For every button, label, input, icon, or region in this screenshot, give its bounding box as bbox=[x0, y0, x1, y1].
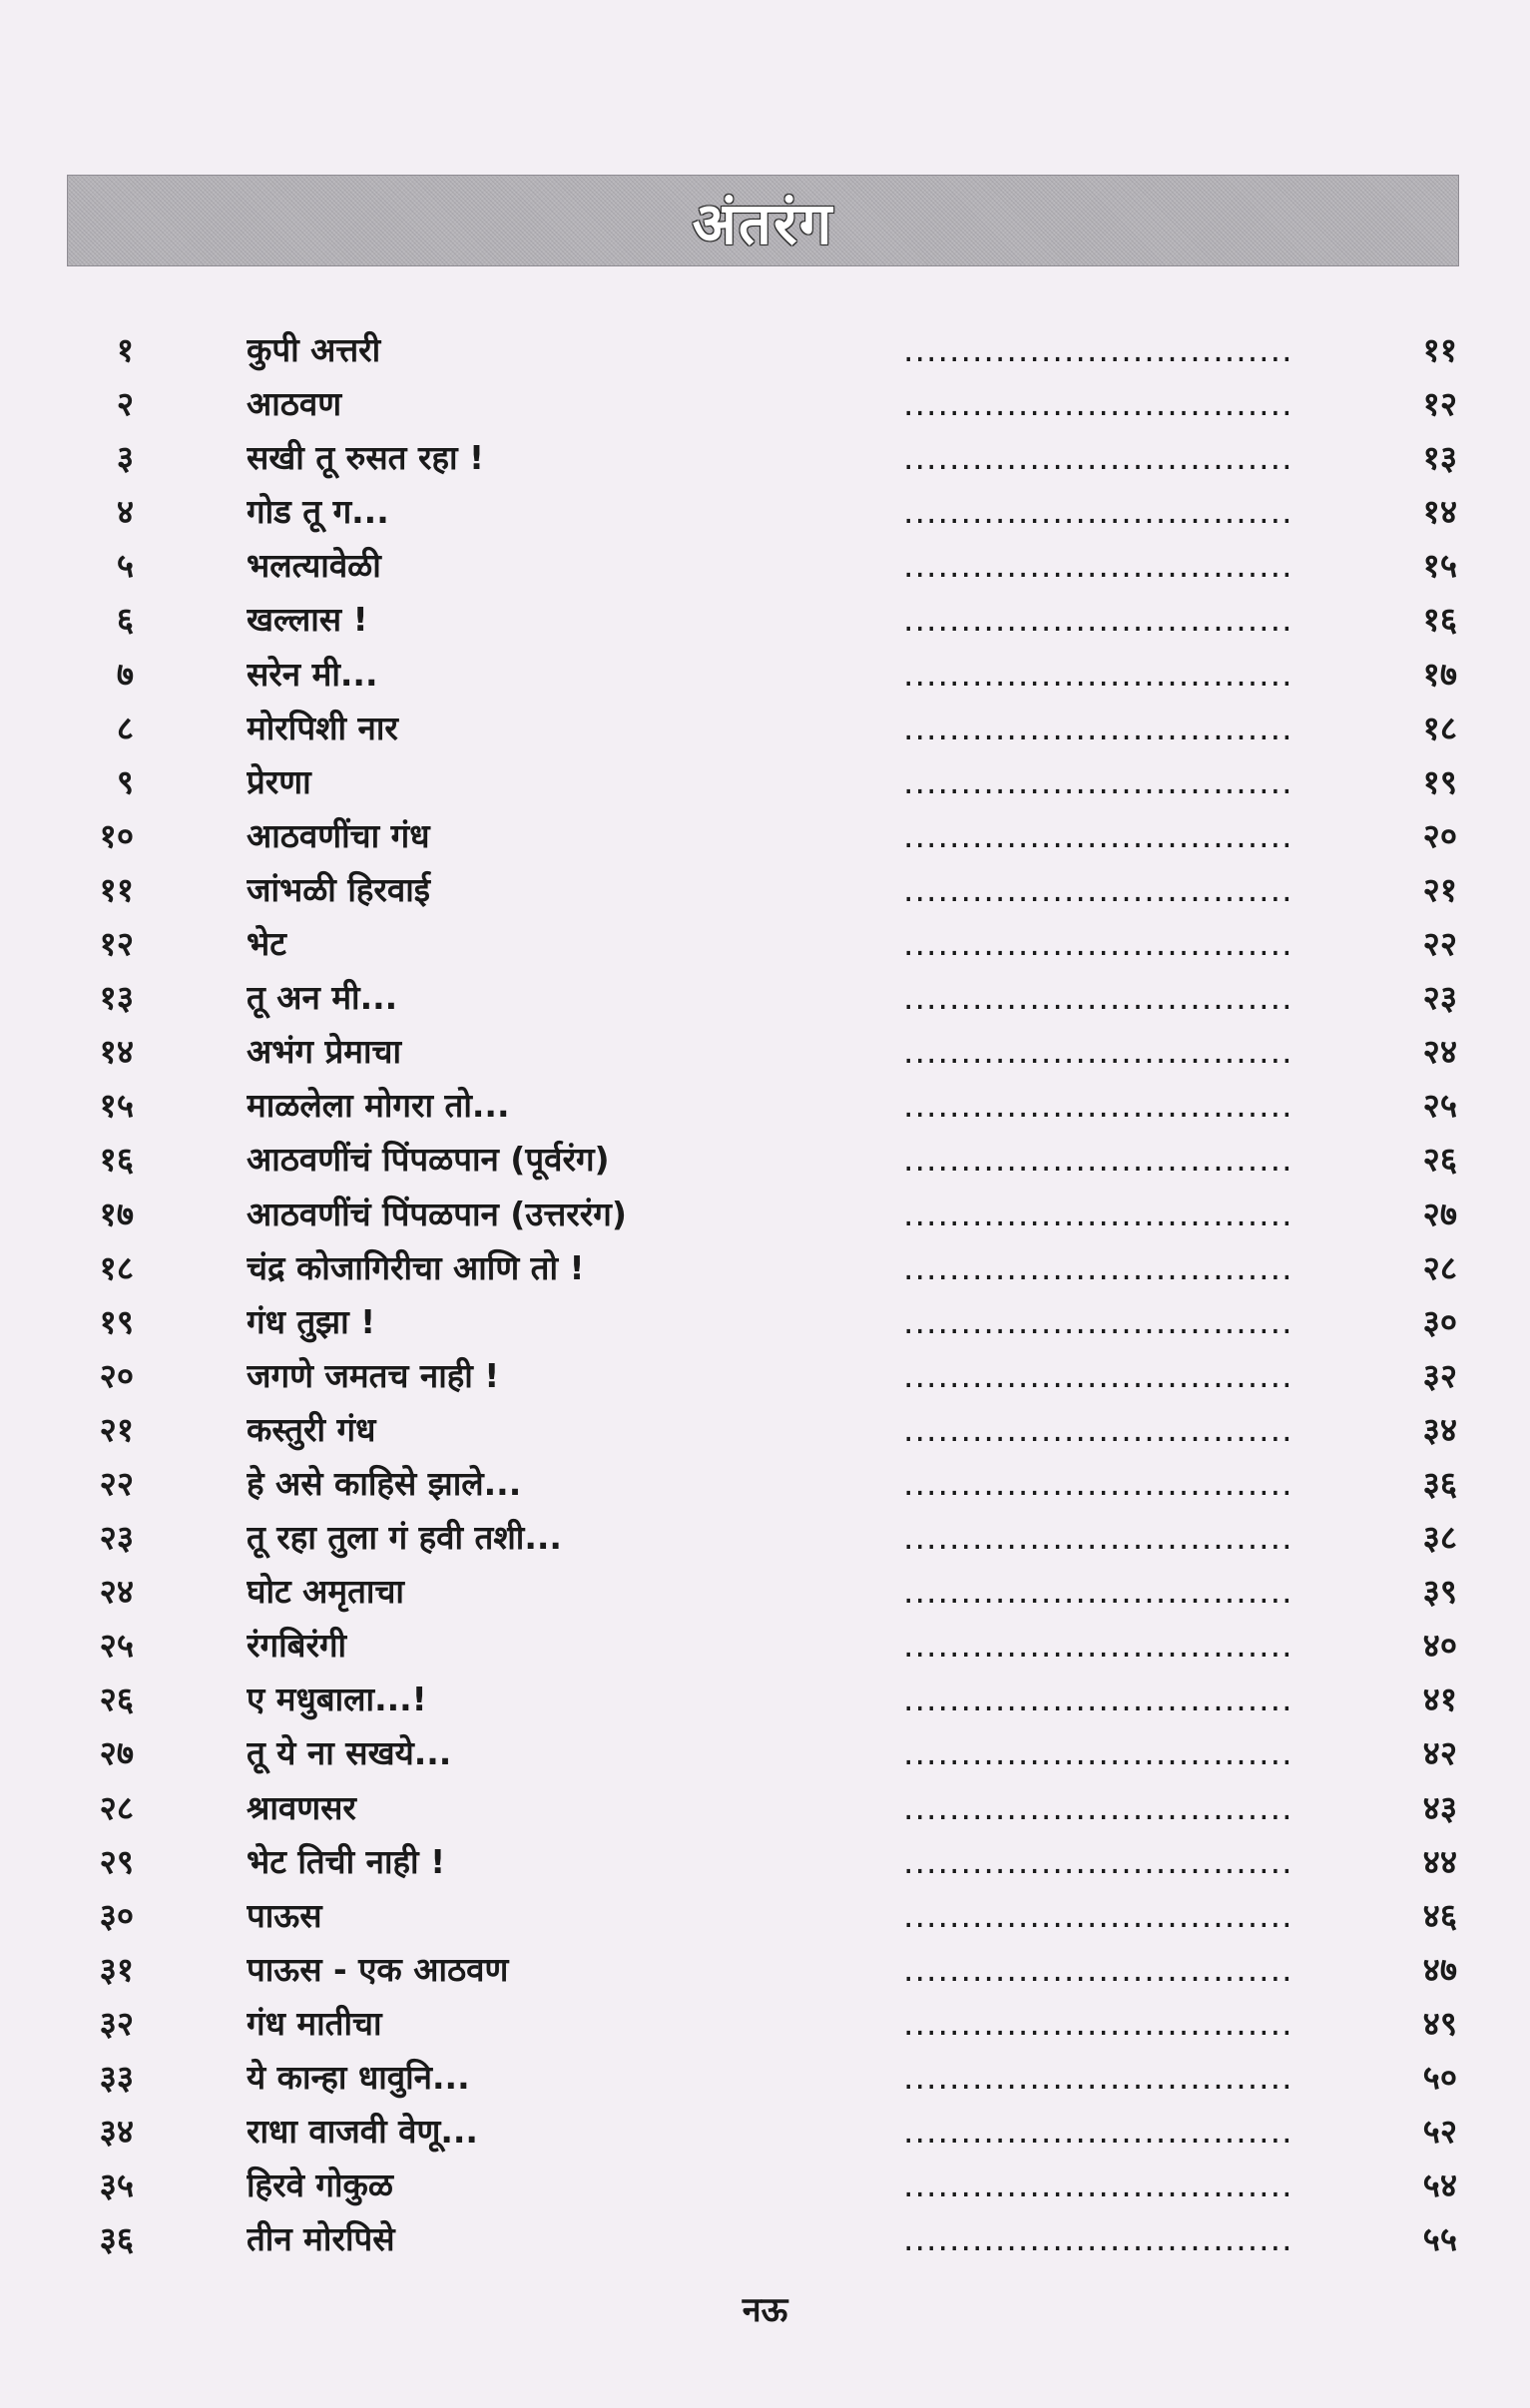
toc-entry bbox=[0, 431, 1530, 485]
entry-title: पाऊस - एक आठवण bbox=[247, 1949, 509, 1989]
entry-title: राधा वाजवी वेणू... bbox=[247, 2112, 478, 2152]
entry-number: ११ bbox=[99, 869, 134, 909]
toc-entry bbox=[0, 971, 1530, 1025]
entry-number: २३ bbox=[99, 1518, 134, 1558]
dot-leader: .................................. bbox=[903, 2219, 1293, 2259]
entry-title: तू अन मी... bbox=[247, 978, 398, 1018]
entry-title: खल्लास ! bbox=[247, 600, 368, 640]
entry-page-number: २१ bbox=[1422, 869, 1457, 909]
dot-leader: .................................. bbox=[903, 546, 1293, 586]
dot-leader: .................................. bbox=[903, 384, 1293, 424]
entry-number: १५ bbox=[99, 1086, 134, 1126]
toc-entry bbox=[0, 1188, 1530, 1241]
entry-number: ७ bbox=[116, 654, 134, 694]
entry-title: भलत्यावेळी bbox=[247, 546, 381, 586]
toc-entry bbox=[0, 539, 1530, 593]
entry-number: २२ bbox=[99, 1463, 134, 1503]
entry-page-number: ५५ bbox=[1422, 2219, 1457, 2259]
entry-page-number: ५० bbox=[1422, 2058, 1457, 2097]
toc-entry bbox=[0, 1349, 1530, 1403]
dot-leader: .................................. bbox=[903, 1247, 1293, 1287]
dot-leader: .................................. bbox=[903, 1680, 1293, 1719]
dot-leader: .................................. bbox=[903, 600, 1293, 640]
dot-leader: .................................. bbox=[903, 438, 1293, 478]
toc-entry bbox=[0, 2212, 1530, 2266]
entry-page-number: १५ bbox=[1422, 546, 1457, 586]
entry-page-number: ४४ bbox=[1422, 1841, 1457, 1881]
dot-leader: .................................. bbox=[903, 330, 1293, 369]
toc-entry bbox=[0, 1511, 1530, 1565]
entry-number: २५ bbox=[99, 1626, 134, 1666]
dot-leader: .................................. bbox=[903, 869, 1293, 909]
entry-title: तू ये ना सखये... bbox=[247, 1733, 452, 1773]
entry-page-number: १८ bbox=[1422, 708, 1457, 747]
entry-number: ३ bbox=[116, 438, 134, 478]
entry-page-number: ५४ bbox=[1422, 2166, 1457, 2205]
entry-number: २८ bbox=[99, 1787, 134, 1827]
entry-page-number: ४७ bbox=[1422, 1949, 1457, 1989]
entry-number: १२ bbox=[99, 924, 134, 964]
entry-title: हिरवे गोकुळ bbox=[247, 2166, 393, 2205]
dot-leader: .................................. bbox=[903, 924, 1293, 964]
entry-number: ३३ bbox=[99, 2058, 134, 2097]
entry-title: कुपी अत्तरी bbox=[247, 330, 381, 369]
entry-number: ३२ bbox=[99, 2003, 134, 2043]
dot-leader: .................................. bbox=[903, 1409, 1293, 1449]
entry-title: जांभळी हिरवाई bbox=[247, 869, 431, 909]
toc-entry bbox=[0, 1781, 1530, 1835]
entry-page-number: १४ bbox=[1422, 492, 1457, 532]
entry-number: ६ bbox=[116, 600, 134, 640]
entry-page-number: ४९ bbox=[1422, 2003, 1457, 2043]
toc-entry bbox=[0, 485, 1530, 539]
toc-entry bbox=[0, 1403, 1530, 1457]
dot-leader: .................................. bbox=[903, 2166, 1293, 2205]
entry-title: ए मधुबाला...! bbox=[247, 1680, 427, 1719]
entry-title: तीन मोरपिसे bbox=[247, 2219, 395, 2259]
toc-entry bbox=[0, 1295, 1530, 1349]
toc-entry bbox=[0, 1457, 1530, 1511]
entry-page-number: ३२ bbox=[1422, 1355, 1457, 1395]
dot-leader: .................................. bbox=[903, 2112, 1293, 2152]
entry-number: १० bbox=[99, 815, 134, 855]
dot-leader: .................................. bbox=[903, 1787, 1293, 1827]
toc-entry bbox=[0, 593, 1530, 647]
entry-page-number: १२ bbox=[1422, 384, 1457, 424]
entry-number: १४ bbox=[99, 1032, 134, 1072]
entry-number: ३६ bbox=[99, 2219, 134, 2259]
entry-number: १३ bbox=[99, 978, 134, 1018]
entry-title: सरेन मी... bbox=[247, 654, 378, 694]
entry-page-number: ४१ bbox=[1422, 1680, 1457, 1719]
dot-leader: .................................. bbox=[903, 1841, 1293, 1881]
dot-leader: .................................. bbox=[903, 1140, 1293, 1180]
toc-entry bbox=[0, 1025, 1530, 1079]
entry-title: रंगबिरंगी bbox=[247, 1626, 347, 1666]
dot-leader: .................................. bbox=[903, 978, 1293, 1018]
entry-title: अभंग प्रेमाचा bbox=[247, 1032, 402, 1072]
toc-entry bbox=[0, 1997, 1530, 2051]
toc-entry bbox=[0, 755, 1530, 809]
heading-banner bbox=[67, 175, 1459, 266]
dot-leader: .................................. bbox=[903, 1895, 1293, 1935]
dot-leader: .................................. bbox=[903, 1518, 1293, 1558]
entry-page-number: १३ bbox=[1422, 438, 1457, 478]
toc-entry bbox=[0, 863, 1530, 917]
dot-leader: .................................. bbox=[903, 1355, 1293, 1395]
entry-title: आठवणींचं पिंपळपान (उत्तररंग) bbox=[247, 1194, 627, 1233]
entry-page-number: ११ bbox=[1422, 330, 1457, 369]
entry-page-number: ३० bbox=[1422, 1301, 1457, 1341]
toc-entry bbox=[0, 1133, 1530, 1187]
entry-page-number: ३४ bbox=[1422, 1409, 1457, 1449]
toc-entry bbox=[0, 1241, 1530, 1295]
entry-title: हे असे काहिसे झाले... bbox=[247, 1463, 522, 1503]
page-number-footer: नऊ bbox=[742, 2290, 788, 2330]
toc-entry bbox=[0, 2051, 1530, 2105]
entry-number: १ bbox=[116, 330, 134, 369]
entry-number: २९ bbox=[99, 1841, 134, 1881]
toc-entry bbox=[0, 1079, 1530, 1133]
entry-title: ये कान्हा धावुनि... bbox=[247, 2058, 470, 2097]
entry-page-number: ४३ bbox=[1422, 1787, 1457, 1827]
entry-title: पाऊस bbox=[247, 1895, 322, 1935]
toc-entry bbox=[0, 1565, 1530, 1619]
toc-entry bbox=[0, 809, 1530, 863]
entry-page-number: १६ bbox=[1422, 600, 1457, 640]
entry-page-number: २७ bbox=[1422, 1194, 1457, 1233]
entry-page-number: २० bbox=[1422, 815, 1457, 855]
entry-page-number: १९ bbox=[1422, 761, 1457, 801]
toc-entry bbox=[0, 1835, 1530, 1889]
dot-leader: .................................. bbox=[903, 1733, 1293, 1773]
dot-leader: .................................. bbox=[903, 1301, 1293, 1341]
entry-number: २४ bbox=[99, 1572, 134, 1612]
entry-title: भेट तिची नाही ! bbox=[247, 1841, 446, 1881]
entry-page-number: २५ bbox=[1422, 1086, 1457, 1126]
dot-leader: .................................. bbox=[903, 492, 1293, 532]
dot-leader: .................................. bbox=[903, 1194, 1293, 1233]
entry-number: १७ bbox=[99, 1194, 134, 1233]
entry-number: ९ bbox=[116, 761, 134, 801]
entry-page-number: ३९ bbox=[1422, 1572, 1457, 1612]
toc-entry bbox=[0, 917, 1530, 971]
entry-page-number: ५२ bbox=[1422, 2112, 1457, 2152]
entry-title: कस्तुरी गंध bbox=[247, 1409, 376, 1449]
entry-page-number: २२ bbox=[1422, 924, 1457, 964]
entry-title: मोरपिशी नार bbox=[247, 708, 398, 747]
entry-title: श्रावणसर bbox=[247, 1787, 356, 1827]
entry-number: ३० bbox=[99, 1895, 134, 1935]
dot-leader: .................................. bbox=[903, 1032, 1293, 1072]
toc-entry bbox=[0, 2159, 1530, 2212]
entry-number: १६ bbox=[99, 1140, 134, 1180]
dot-leader: .................................. bbox=[903, 654, 1293, 694]
entry-page-number: २४ bbox=[1422, 1032, 1457, 1072]
dot-leader: .................................. bbox=[903, 1463, 1293, 1503]
entry-number: ३५ bbox=[99, 2166, 134, 2205]
dot-leader: .................................. bbox=[903, 1572, 1293, 1612]
table-of-contents bbox=[0, 323, 1530, 2266]
dot-leader: .................................. bbox=[903, 708, 1293, 747]
entry-page-number: १७ bbox=[1422, 654, 1457, 694]
toc-entry bbox=[0, 377, 1530, 431]
dot-leader: .................................. bbox=[903, 2003, 1293, 2043]
entry-number: २ bbox=[116, 384, 134, 424]
entry-title: गंध तुझा ! bbox=[247, 1301, 376, 1341]
dot-leader: .................................. bbox=[903, 1626, 1293, 1666]
entry-title: आठवण bbox=[247, 384, 342, 424]
toc-entry bbox=[0, 1889, 1530, 1943]
page-title: अंतरंग bbox=[692, 189, 834, 257]
toc-entry bbox=[0, 1673, 1530, 1726]
entry-number: ४ bbox=[116, 492, 134, 532]
entry-title: आठवणींचं पिंपळपान (पूर्वरंग) bbox=[247, 1140, 610, 1180]
entry-number: २७ bbox=[99, 1733, 134, 1773]
entry-number: ५ bbox=[116, 546, 134, 586]
entry-title: आठवणींचा गंध bbox=[247, 815, 430, 855]
entry-page-number: ३६ bbox=[1422, 1463, 1457, 1503]
toc-entry bbox=[0, 2105, 1530, 2159]
entry-page-number: २६ bbox=[1422, 1140, 1457, 1180]
entry-page-number: ३८ bbox=[1422, 1518, 1457, 1558]
dot-leader: .................................. bbox=[903, 1949, 1293, 1989]
entry-number: १९ bbox=[99, 1301, 134, 1341]
toc-entry bbox=[0, 1943, 1530, 1997]
dot-leader: .................................. bbox=[903, 815, 1293, 855]
toc-entry bbox=[0, 702, 1530, 755]
dot-leader: .................................. bbox=[903, 761, 1293, 801]
entry-number: १८ bbox=[99, 1247, 134, 1287]
entry-title: गंध मातीचा bbox=[247, 2003, 382, 2043]
entry-title: माळलेला मोगरा तो... bbox=[247, 1086, 510, 1126]
entry-page-number: २८ bbox=[1422, 1247, 1457, 1287]
entry-number: २६ bbox=[99, 1680, 134, 1719]
entry-number: ८ bbox=[116, 708, 134, 747]
entry-title: सखी तू रुसत रहा ! bbox=[247, 438, 485, 478]
entry-number: ३४ bbox=[99, 2112, 134, 2152]
entry-title: गोड तू ग... bbox=[247, 492, 389, 532]
entry-page-number: ४० bbox=[1422, 1626, 1457, 1666]
entry-number: २० bbox=[99, 1355, 134, 1395]
toc-entry bbox=[0, 648, 1530, 702]
toc-entry bbox=[0, 323, 1530, 377]
entry-title: जगणे जमतच नाही ! bbox=[247, 1355, 500, 1395]
toc-entry bbox=[0, 1726, 1530, 1780]
dot-leader: .................................. bbox=[903, 1086, 1293, 1126]
entry-title: चंद्र कोजागिरीचा आणि तो ! bbox=[247, 1247, 585, 1287]
entry-title: भेट bbox=[247, 924, 286, 964]
entry-title: तू रहा तुला गं हवी तशी... bbox=[247, 1518, 562, 1558]
dot-leader: .................................. bbox=[903, 2058, 1293, 2097]
toc-entry bbox=[0, 1619, 1530, 1673]
entry-number: २१ bbox=[99, 1409, 134, 1449]
entry-page-number: २३ bbox=[1422, 978, 1457, 1018]
entry-number: ३१ bbox=[99, 1949, 134, 1989]
entry-page-number: ४६ bbox=[1422, 1895, 1457, 1935]
entry-page-number: ४२ bbox=[1422, 1733, 1457, 1773]
entry-title: प्रेरणा bbox=[247, 761, 311, 801]
entry-title: घोट अमृताचा bbox=[247, 1572, 404, 1612]
